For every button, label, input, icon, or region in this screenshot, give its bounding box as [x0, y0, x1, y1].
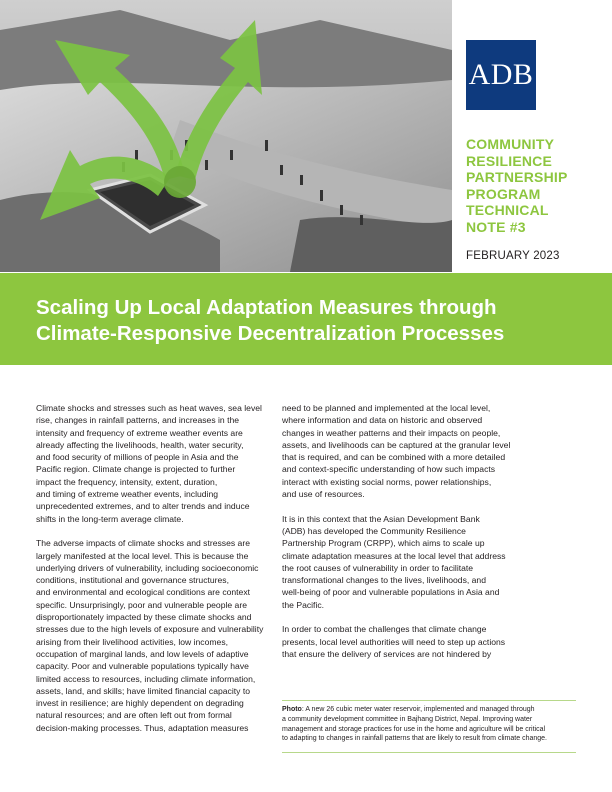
series-title-line: PARTNERSHIP: [466, 169, 568, 185]
text-line: and use of resources.: [282, 489, 365, 500]
text-line: disproportionately impacted by these climate shocks and: [36, 612, 252, 623]
text-line: (ADB) has developed the Community Resilience: [282, 525, 466, 536]
text-line: In order to combat the challenges that climate change: [282, 624, 487, 635]
text-line: that is required, and can be combined with a more detailed: [282, 452, 506, 463]
paragraph: [36, 402, 272, 525]
cover-photo: [0, 0, 452, 272]
publication-date: FEBRUARY 2023: [466, 250, 560, 262]
text-line: transformational changes to the lives, livelihoods, and: [282, 575, 486, 586]
adb-logo-text: ADB: [468, 58, 534, 91]
right-column: [282, 402, 522, 673]
text-line: climate adaptation measures at the local level that address: [282, 550, 506, 561]
text-line: where information and data on historic and observed: [282, 415, 483, 426]
text-line: conditions, institutional and governance structures,: [36, 575, 229, 586]
caption-line: to adapting to changes in rainfall patterns that are likely to result from climate change.: [282, 735, 547, 743]
text-line: rise, changes in rainfall patterns, and increases in the: [36, 415, 240, 426]
text-line: arising from their livelihood activities, low incomes,: [36, 636, 228, 647]
series-title: [466, 136, 606, 235]
text-line: assets, and livelihoods can be captured at the granular level: [282, 439, 511, 450]
left-column: [36, 402, 272, 746]
text-line: capacity. Poor and vulnerable populations typically have: [36, 661, 249, 672]
caption-line: [282, 705, 576, 715]
text-line: specific. Unsurprisingly, poor and vulnerable people are: [36, 599, 247, 610]
text-line: and timing of extreme weather events, including: [36, 489, 219, 500]
text-line: The adverse impacts of climate shocks and stresses are: [36, 538, 250, 549]
title-line: Climate-Responsive Decentralization Processes: [36, 322, 505, 345]
series-title-line: COMMUNITY: [466, 136, 555, 152]
text-line: intensity and frequency of extreme weather events are: [36, 427, 243, 438]
title-banner: [0, 273, 612, 365]
text-line: Partnership Program (CRPP), which aims to scale up: [282, 538, 485, 549]
text-line: that ensure the delivery of services are not hindered by: [282, 648, 492, 659]
caption-label: Photo: [282, 706, 302, 713]
paragraph: [282, 513, 522, 611]
series-title-line: PROGRAM: [466, 185, 541, 202]
photo-caption: [282, 705, 576, 744]
paragraph: [36, 537, 272, 734]
series-title-line: RESILIENCE: [466, 152, 553, 169]
text-line: underlying drivers of vulnerability, including socioeconomic: [36, 562, 259, 573]
paragraph: [282, 623, 522, 660]
caption-rule-bottom: [282, 752, 576, 753]
text-line: already affecting the livelihoods, health, water security,: [36, 439, 244, 450]
text-line: need to be planned and implemented at the local level,: [282, 403, 491, 413]
text-line: Pacific region. Climate change is projected to further: [36, 464, 236, 475]
title-line: Scaling Up Local Adaptation Measures through: [36, 296, 497, 319]
text-line: unprecedented extremes, and to alter trends and induce: [36, 501, 250, 512]
text-line: presents, local level authorities will need to step up actions: [282, 636, 506, 647]
text-line: interact with existing social norms, power relationships,: [282, 476, 492, 487]
text-line: shifts in the long-term average climate.: [36, 513, 184, 524]
caption-line: management and storage practices for use in the home and agriculture will be critical: [282, 725, 546, 733]
text-line: assets, land, and skills; have limited financial capacity to: [36, 685, 250, 696]
paragraph: [282, 402, 522, 500]
text-line: and food security of millions of people in Asia and the: [36, 452, 239, 463]
document-title: [36, 295, 596, 347]
caption-rule-top: [282, 700, 576, 701]
text-line: the Pacific.: [282, 599, 325, 610]
text-line: well-being of poor and vulnerable populations in Asia and: [282, 587, 500, 598]
text-line: largely manifested at the local level. This is because the: [36, 550, 249, 561]
text-line: impact the frequency, intensity, extent, duration,: [36, 476, 218, 487]
caption-text: : A new 26 cubic meter water reservoir, implemented and managed through: [301, 706, 535, 713]
text-line: natural resources; and are often left out from formal: [36, 710, 232, 721]
text-line: decision-making processes. Thus, adaptation measures: [36, 722, 249, 733]
text-line: the root causes of vulnerability in order to facilitate: [282, 562, 474, 573]
text-line: Climate shocks and stresses such as heat waves, sea level: [36, 403, 262, 413]
text-line: changes in weather patterns and their impacts on people,: [282, 427, 501, 438]
adb-logo: [466, 40, 536, 110]
series-title-line: TECHNICAL: [466, 202, 549, 218]
text-line: stresses due to the high levels of exposure and vulnerability: [36, 624, 264, 635]
caption-line: a community development committee in Bajhang District, Nepal. Improving water: [282, 715, 533, 723]
text-line: and environmental and ecological conditions are context: [36, 587, 251, 598]
text-line: invest in resilience; are highly dependent on degrading: [36, 698, 244, 709]
text-line: occupation of marginal lands, and low levels of adaptive: [36, 648, 249, 659]
series-title-line: NOTE #3: [466, 218, 526, 235]
text-line: limited access to resources, including climate information,: [36, 673, 256, 684]
text-line: and context-specific understanding of how such impacts: [282, 464, 496, 475]
text-line: It is in this context that the Asian Development Bank: [282, 513, 480, 524]
